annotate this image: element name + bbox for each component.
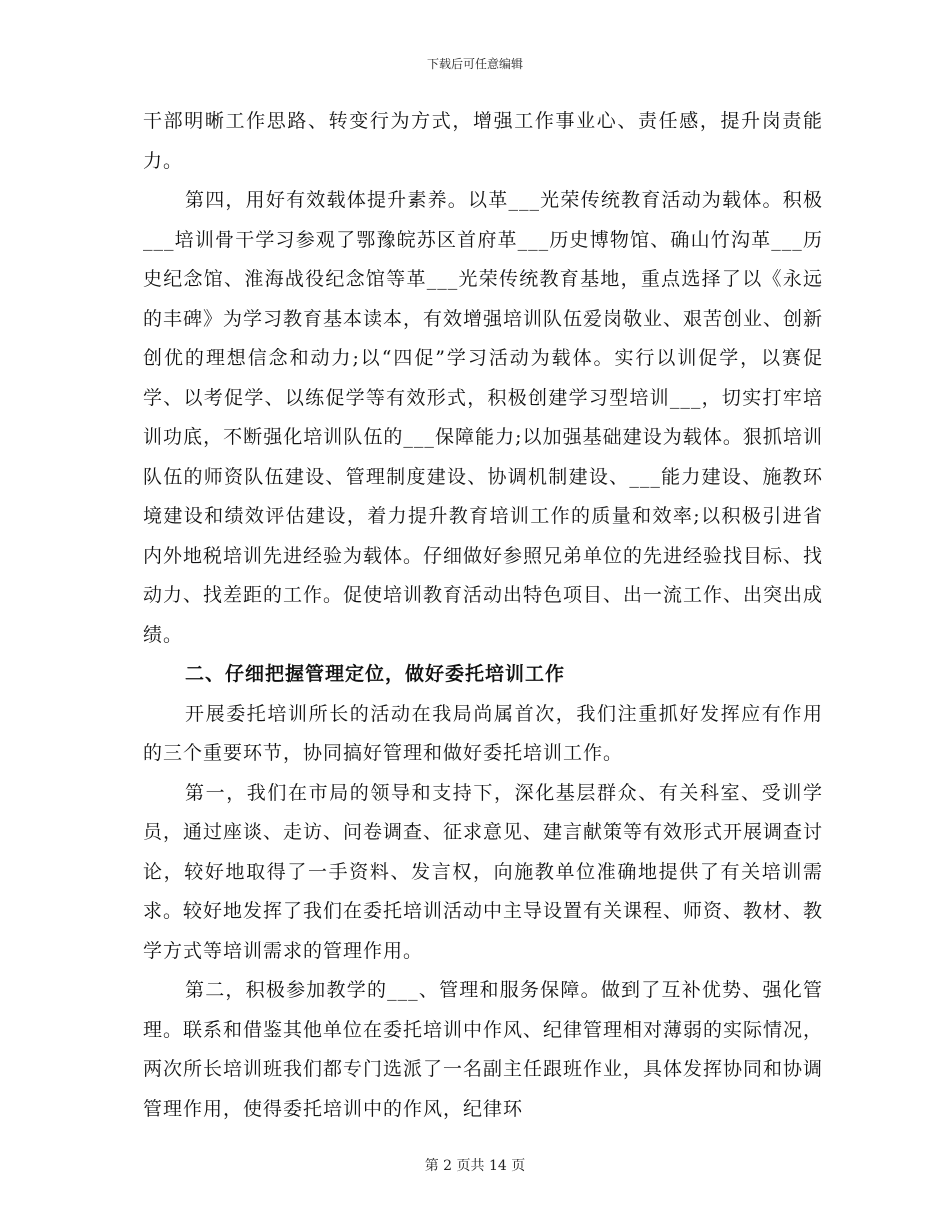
paragraph-intro: 开展委托培训所长的活动在我局尚属首次，我们注重抓好发挥应有作用的三个重要环节，协同搞好管理和做好委托培训工作。 [143, 702, 823, 764]
section-heading: 二、仔细把握管理定位，做好委托培训工作 [185, 663, 566, 685]
paragraph-fourth-point: 第四，用好有效载体提升素养。以革___光荣传统教育活动为载体。积极___培训骨干学习参观了鄂豫皖苏区首府革___历史博物馆、确山竹沟革___历史纪念馆、淮海战役纪念馆等革___光荣传统教育基地，重点选择了以《永远的丰碑》为学习教育基本读本，有效增强培训队伍爱岗敬业、艰苦创业、创新创优的理想信念和动力;以“四促”学习活动为载体。实行以训促学，以赛促学、以考促学、以练促学等有效形式，积极创建学习型培训___，切实打牢培训功底，不断强化培训队伍的___保障能力;以加强基础建设为载体。狠抓培训队伍的师资队伍建设、管理制度建设、协调机制建设、___能力建设、施教环境建设和绩效评估建设，着力提升教育培训工作的质量和效率;以积极引进省内外地税培训先进经验为载体。仔细做好参照兄弟单位的先进经验找目标、找动力、找差距的工作。促使培训教育活动出特色项目、出一流工作、出突出成绩。 [143, 189, 824, 646]
page-header: 下载后可任意编辑 [426, 57, 523, 71]
page-footer: 第 2 页共 14 页 [424, 1158, 526, 1174]
paragraph-second-point: 第二，积极参加教学的___、管理和服务保障。做到了互补优势、强化管理。联系和借鉴其他单位在委托培训中作风、纪律管理相对薄弱的实际情况，两次所长培训班我们都专门选派了一名副主任跟班作业，具体发挥协同和协调管理作用，使得委托培训中的作风，纪律环 [143, 979, 824, 1120]
paragraph-first-point: 第一，我们在市局的领导和支持下，深化基层群众、有关科室、受训学员，通过座谈、走访、问卷调查、征求意见、建言献策等有效形式开展调查讨论，较好地取得了一手资料、发言权，向施教单位准确地提供了有关培训需求。较好地发挥了我们在委托培训活动中主导设置有关课程、师资、教材、教学方式等培训需求的管理作用。 [143, 781, 824, 962]
paragraph-continuation: 干部明晰工作思路、转变行为方式，增强工作事业心、责任感，提升岗责能力。 [143, 110, 823, 172]
document-body [143, 102, 823, 1129]
